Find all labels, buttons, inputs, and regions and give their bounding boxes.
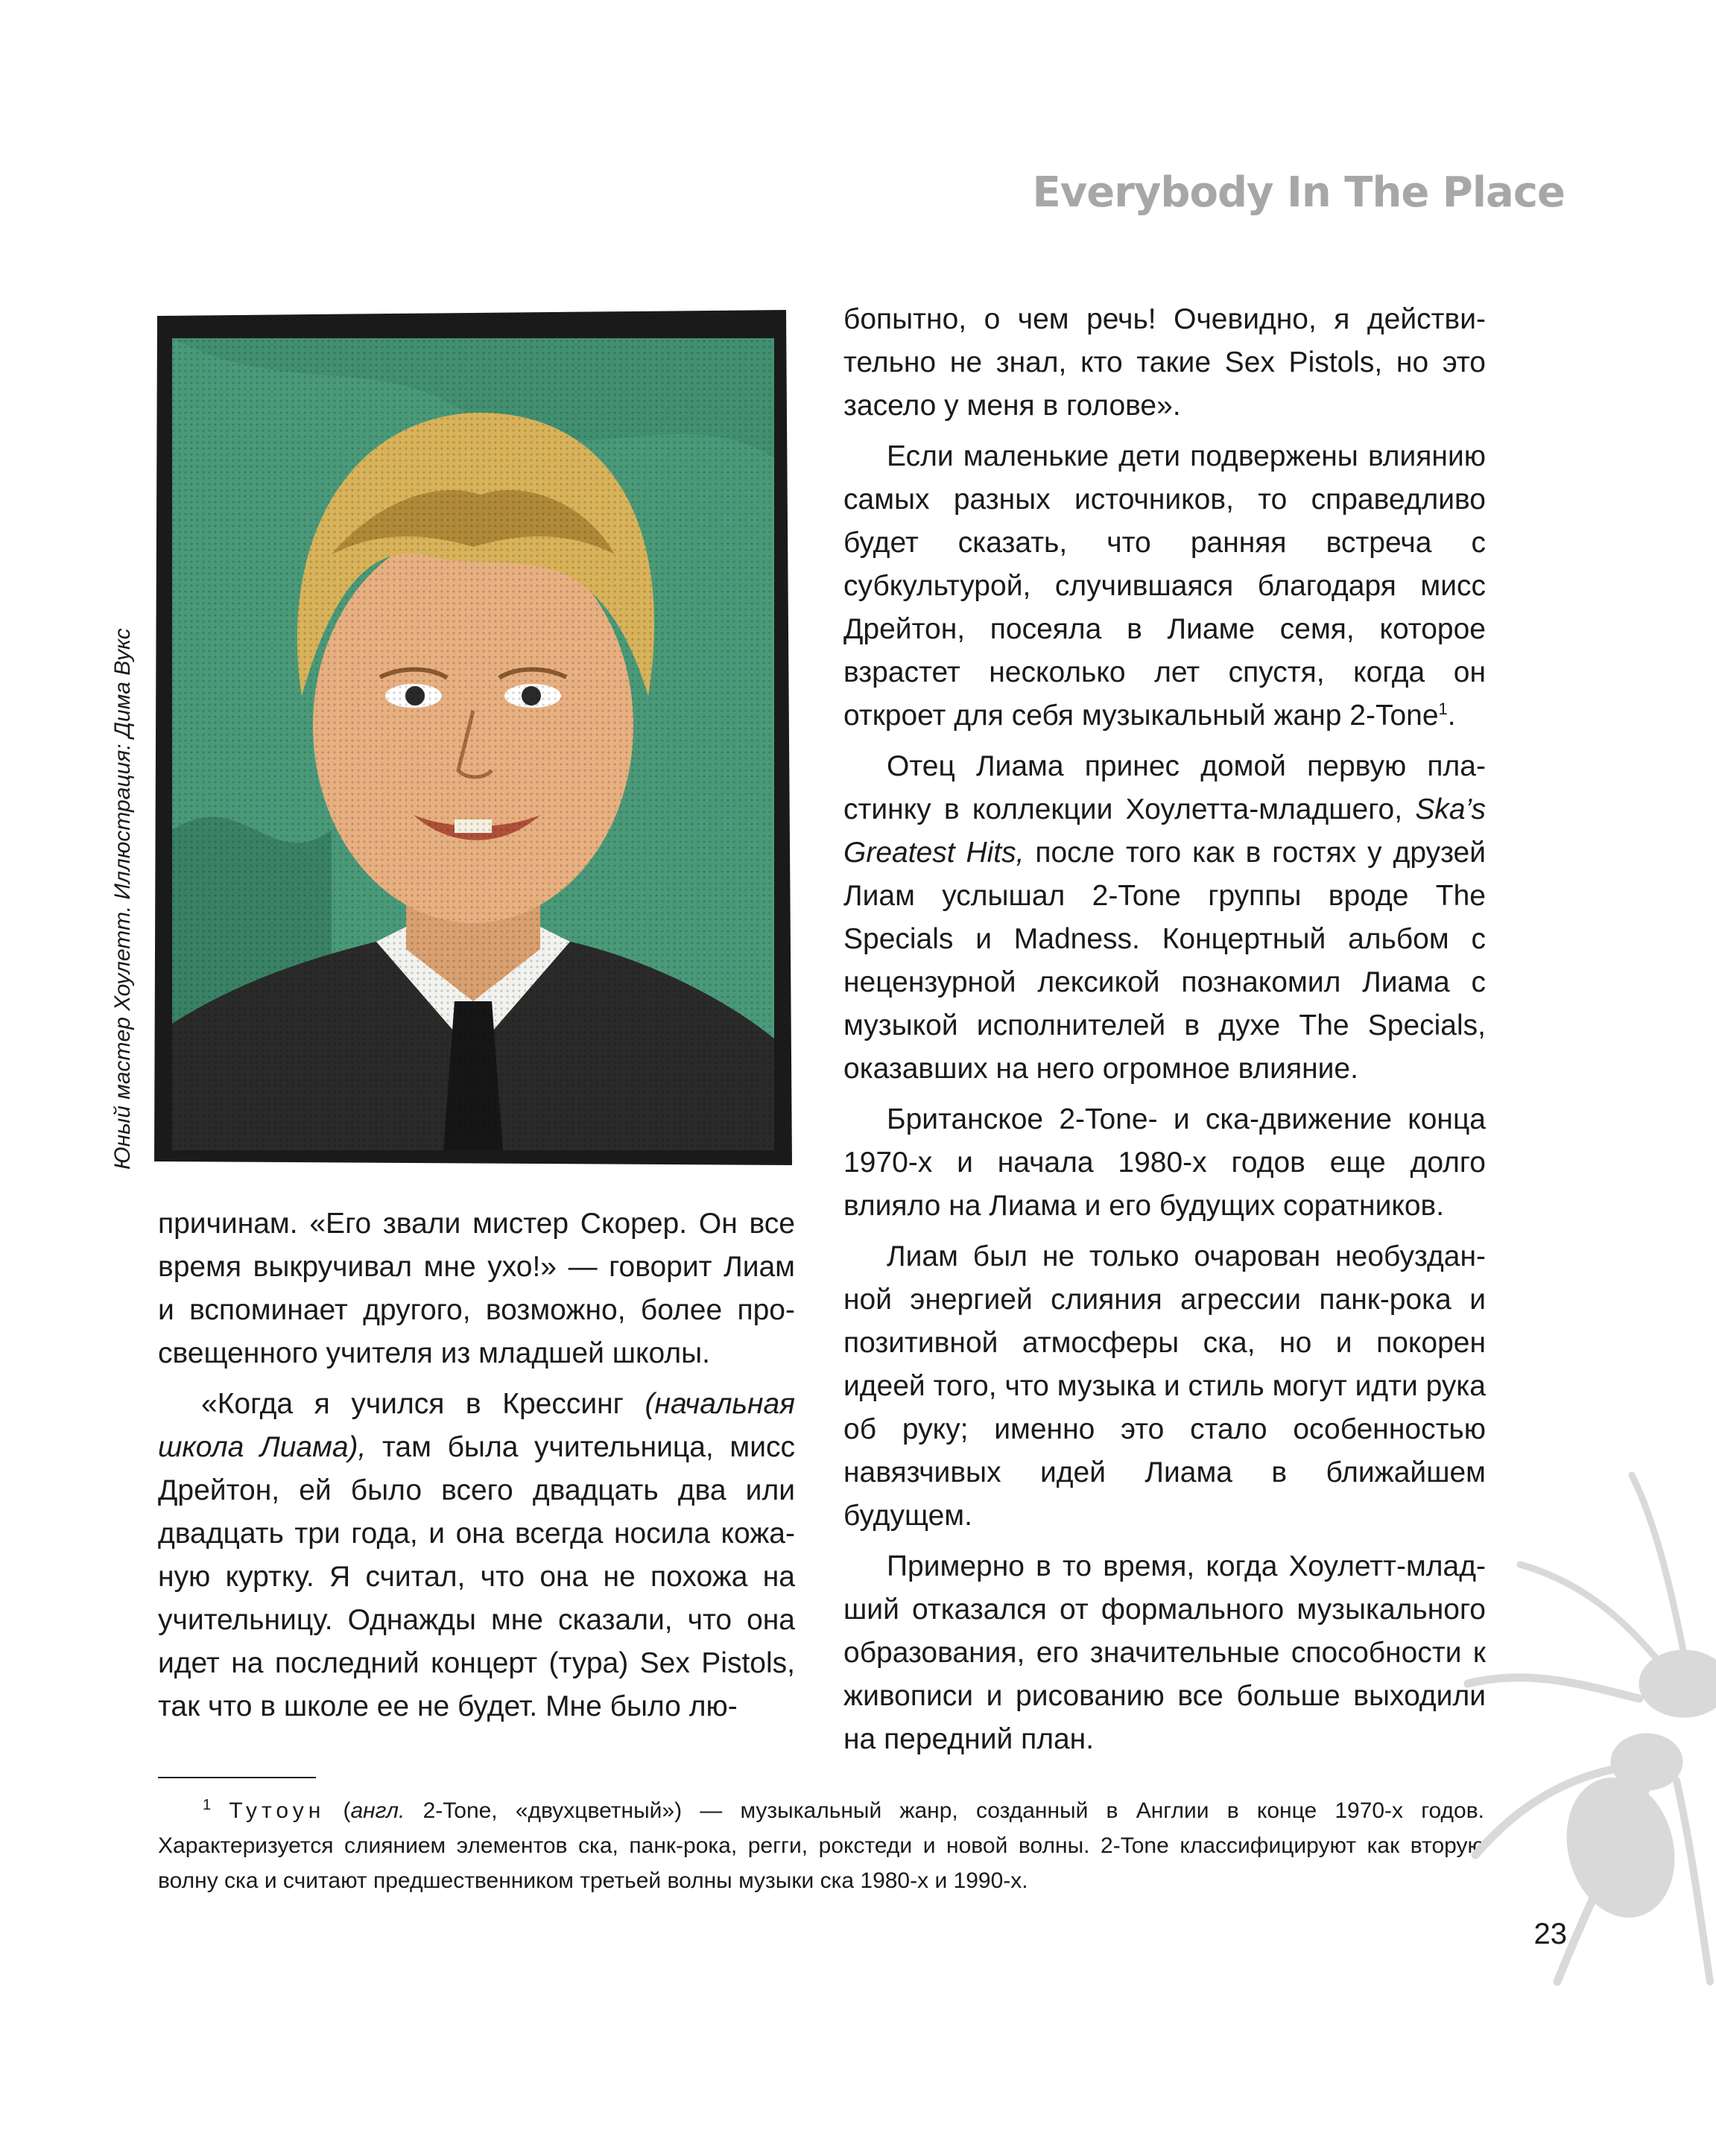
paragraph: Отец Лиама принес домой первую пластинку в коллекции Хоулетта-младшего, Ska’s Greatest Hits, после того как в гостях у друзей Лиам услышал 2-Tone группы вроде The Specials и Madness. Концертный альбом с нецензурной лексикой познакомил Лиама с музыкой исполнителей в духе The Specials, оказавших на него огромное влияние. <box>843 750 1486 1085</box>
paragraph: причинам. «Его звали мистер Скорер. Он все время выкручивал мне ухо!» — говорит Лиам и вспоминает другого, возможно, более просвещенного учителя из младшей школы. <box>158 1208 795 1369</box>
footnote-divider <box>158 1777 316 1778</box>
paragraph: «Когда я учился в Крессинг (начальная школа Лиама), там была учительница, мисс Дрейтон, ей было всего двадцать два или двадцать три года, и она всегда носила кожаную куртку. Я считал, что она не похожа на учительницу. Однажды мне сказали, что она идет на последний концерт (тура) Sex Pistols, так что в школе ее не будет. Мне было лю- <box>158 1388 795 1722</box>
footnote-lang: англ. <box>350 1798 405 1823</box>
left-text-column <box>158 1202 795 1728</box>
paragraph: Если маленькие дети подвержены влиянию самых разных источников, то справедливо будет сказать, что ранняя встреча с субкультурой, случившаяся благодаря мисс Дрейтон, посеяла в Лиаме семя, которое взрастет несколько лет спустя, когда он откроет для себя музыкальный жанр 2-Tone$^1$. <box>843 440 1486 732</box>
paragraph: Британское 2-Tone- и ска-движение конца 1970-х и начала 1980-х годов еще долго влияло на Лиама и его будущих соратников. <box>843 1103 1486 1222</box>
illustration-caption: Юный мастер Хоулетт. Иллюстрация: Дима Вукс <box>110 628 135 1170</box>
ant-silhouette-icon <box>1460 1460 1716 1997</box>
page-number: 23 <box>1533 1918 1567 1950</box>
portrait-illustration <box>153 308 794 1169</box>
footnote-marker: 1 <box>203 1797 212 1813</box>
footnote-text: 2-Tone, «двухцветный») — музыкальный жанр, созданный в Англии в конце 1970-х годов. Характеризуется слиянием элементов ска, панк-рока, регги, рокстеди и новой волны. 2-Tone классифицируют как вторую волну ска и считают предшественником третьей волны музыки ска 1980-х и 1990-х. <box>158 1798 1485 1893</box>
footnote-term: Тутоун <box>229 1798 326 1823</box>
album-title: Ska’s Greatest Hits, <box>843 793 1486 869</box>
footnote: $^1$ Тутоун (англ. 2-Tone, «двухцветный») — музыкальный жанр, созданный в Англии в конце 1970-х годов. Характеризуется слиянием элементов ска, панк-рока, регги, рокстеди и новой волны. 2-Tone классифицируют как вторую волну ска и считают предшественником третьей волны музыки ска 1980-х и 1990-х. <box>158 1797 1485 1893</box>
right-text-column <box>843 298 1486 1761</box>
paragraph: бопытно, о чем речь! Очевидно, я действительно не знал, кто такие Sex Pistols, но это засело у меня в голове». <box>843 303 1486 422</box>
running-title: Everybody In The Place <box>1032 168 1565 217</box>
school-note: (начальная школа Лиама), <box>158 1388 795 1463</box>
paragraph: Лиам был не только очарован необузданной энергией слияния агрессии панк-рока и позитивной атмосферы ска, но и покорен идеей того, что музыка и стиль могут идти рука об руку; именно это стало особенностью навязчивых идей Лиама в ближайшем будущем. <box>843 1240 1486 1532</box>
paragraph: Примерно в то время, когда Хоулетт-младший отказался от формального музыкального образования, его значительные способности к живописи и рисованию все больше выходили на передний план. <box>843 1550 1486 1755</box>
footnote-reference: 1 <box>1438 700 1448 718</box>
